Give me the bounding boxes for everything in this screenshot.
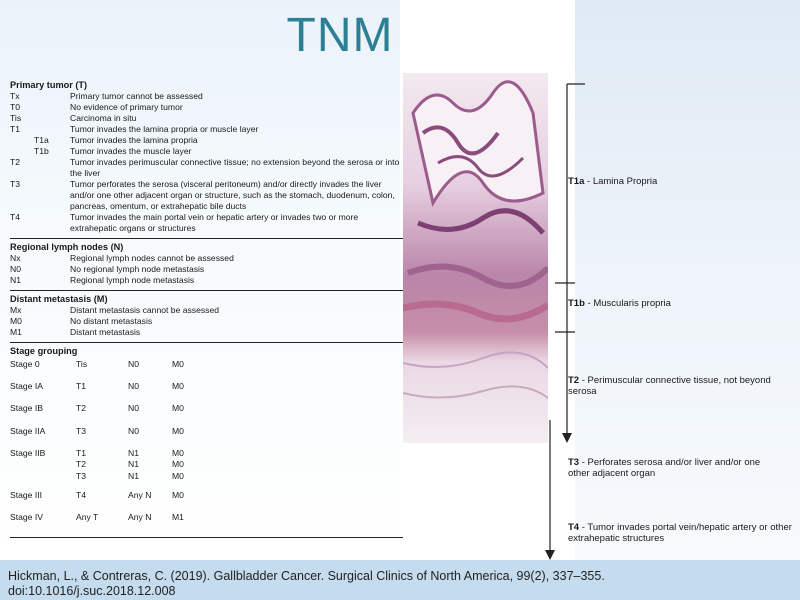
table-row	[10, 157, 403, 179]
stage-t: T1	[76, 381, 87, 392]
table-row	[10, 305, 403, 316]
table-row	[10, 102, 403, 113]
stage-rows	[10, 359, 403, 448]
stage-name: Stage IIB	[10, 447, 46, 458]
row-code: T2	[10, 157, 21, 167]
row-code: T1b	[34, 146, 49, 156]
metastasis-heading: Distant metastasis (M)	[10, 294, 108, 304]
stage-grouping-heading: Stage grouping	[10, 346, 78, 356]
annotation-t1b: T1b - Muscularis propria	[568, 298, 671, 309]
row-code: T1	[10, 124, 21, 134]
row-description: Tumor perforates the serosa (visceral peritoneum) and/or directly invades the liver and/or one other adjacent organ or structure, such as the stomach, duodenum, colon, pancreas, omentum, or extrahepatic bile ducts	[70, 179, 395, 211]
row-code: N0	[10, 264, 21, 274]
stage-row	[10, 359, 403, 381]
annotation-t1a: T1a - Lamina Propria	[568, 176, 658, 187]
stage-n-values: N1 N1 N1	[128, 447, 139, 481]
stage-n: N0	[128, 403, 139, 414]
stage-t: Tis	[76, 359, 88, 369]
table-row	[10, 264, 403, 275]
stage-m: M0	[172, 403, 184, 414]
stage-name: Stage III	[10, 490, 43, 501]
stage-n: N0	[128, 359, 139, 369]
annotation-t2: T2 - Perimuscular connective tissue, not beyond serosa	[568, 375, 771, 397]
divider	[10, 290, 403, 291]
stage-row	[10, 512, 403, 534]
stage-row	[10, 403, 403, 425]
row-code: Tis	[10, 113, 22, 123]
stage-row-iib	[10, 448, 403, 483]
stage-t: Any T	[76, 512, 99, 523]
stage-row	[10, 426, 403, 448]
lymph-nodes-rows	[10, 253, 403, 286]
table-row	[10, 275, 403, 286]
stage-m: M0	[172, 359, 184, 369]
citation-line-1: Hickman, L., & Contreras, C. (2019). Gallbladder Cancer. Surgical Clinics of North America, 99(2), 337–355.	[8, 569, 605, 583]
primary-tumor-heading: Primary tumor (T)	[10, 80, 88, 90]
stage-rows-late	[10, 490, 403, 534]
primary-tumor-rows	[10, 91, 403, 234]
stage-m-values: M0 M0 M0	[172, 447, 184, 481]
row-code: Mx	[10, 305, 22, 315]
stage-name: Stage IIA	[10, 425, 46, 436]
table-row	[10, 212, 403, 234]
table-row	[10, 179, 403, 212]
stage-name: Stage 0	[10, 359, 40, 369]
slide-title: TNM	[286, 9, 394, 62]
divider	[10, 238, 403, 239]
row-description: Regional lymph node metastasis	[70, 275, 195, 285]
annotation-t3: T3 - Perforates serosa and/or liver and/or one other adjacent organ	[568, 457, 761, 479]
table-row	[10, 146, 403, 157]
table-row	[10, 327, 403, 338]
row-code: T1a	[34, 135, 49, 145]
row-description: Carcinoma in situ	[70, 113, 137, 123]
depth-scale-bracket	[545, 70, 585, 560]
row-code: T0	[10, 102, 21, 112]
stage-t-values: T1 T2 T3	[76, 447, 87, 481]
row-description: Distant metastasis cannot be assessed	[70, 305, 220, 315]
row-code: Nx	[10, 253, 21, 263]
row-code: M1	[10, 327, 22, 337]
row-description: Tumor invades the lamina propria or muscle layer	[70, 124, 259, 134]
row-description: Tumor invades the main portal vein or hepatic artery or invades two or more extrahepatic organs or structures	[70, 212, 359, 233]
table-row	[10, 135, 403, 146]
row-code: M0	[10, 316, 22, 326]
row-description: Tumor invades perimuscular connective tissue; no extension beyond the serosa or into the liver	[70, 157, 400, 178]
metastasis-rows	[10, 305, 403, 338]
stage-name: Stage IB	[10, 403, 43, 414]
row-code: Tx	[10, 91, 20, 101]
table-row	[10, 91, 403, 102]
row-description: Primary tumor cannot be assessed	[70, 91, 203, 101]
row-description: Regional lymph nodes cannot be assessed	[70, 253, 234, 263]
annotation-t4: T4 - Tumor invades portal vein/hepatic artery or other extrahepatic structures	[568, 522, 792, 544]
stage-t: T3	[76, 425, 87, 436]
row-code: T4	[10, 212, 21, 222]
citation	[8, 569, 788, 599]
stage-t: T2	[76, 403, 87, 414]
row-description: No distant metastasis	[70, 316, 153, 326]
stage-m: M0	[172, 381, 184, 392]
stage-name: Stage IV	[10, 512, 43, 523]
citation-line-2: doi:10.1016/j.suc.2018.12.008	[8, 584, 176, 598]
stage-row	[10, 381, 403, 403]
divider	[10, 342, 403, 343]
row-code: N1	[10, 275, 21, 285]
table-row	[10, 124, 403, 135]
row-description: No regional lymph node metastasis	[70, 264, 205, 274]
stage-name: Stage IA	[10, 381, 43, 392]
row-description: Tumor invades the muscle layer	[70, 146, 192, 156]
histology-image	[403, 73, 548, 443]
divider	[10, 537, 403, 538]
stage-m: M0	[172, 425, 184, 436]
row-description: Tumor invades the lamina propria	[70, 135, 198, 145]
stage-m: M0	[172, 490, 184, 501]
table-row	[10, 316, 403, 327]
lymph-nodes-heading: Regional lymph nodes (N)	[10, 242, 124, 252]
stage-m: M1	[172, 512, 184, 523]
row-description: No evidence of primary tumor	[70, 102, 183, 112]
stage-n: Any N	[128, 512, 152, 523]
row-description: Distant metastasis	[70, 327, 141, 337]
stage-n: N0	[128, 381, 139, 392]
row-code: T3	[10, 179, 21, 189]
stage-t: T4	[76, 490, 87, 501]
stage-n: Any N	[128, 490, 152, 501]
table-row	[10, 253, 403, 264]
table-row	[10, 113, 403, 124]
stage-row	[10, 490, 403, 512]
tnm-table	[10, 80, 403, 541]
stage-n: N0	[128, 425, 139, 436]
